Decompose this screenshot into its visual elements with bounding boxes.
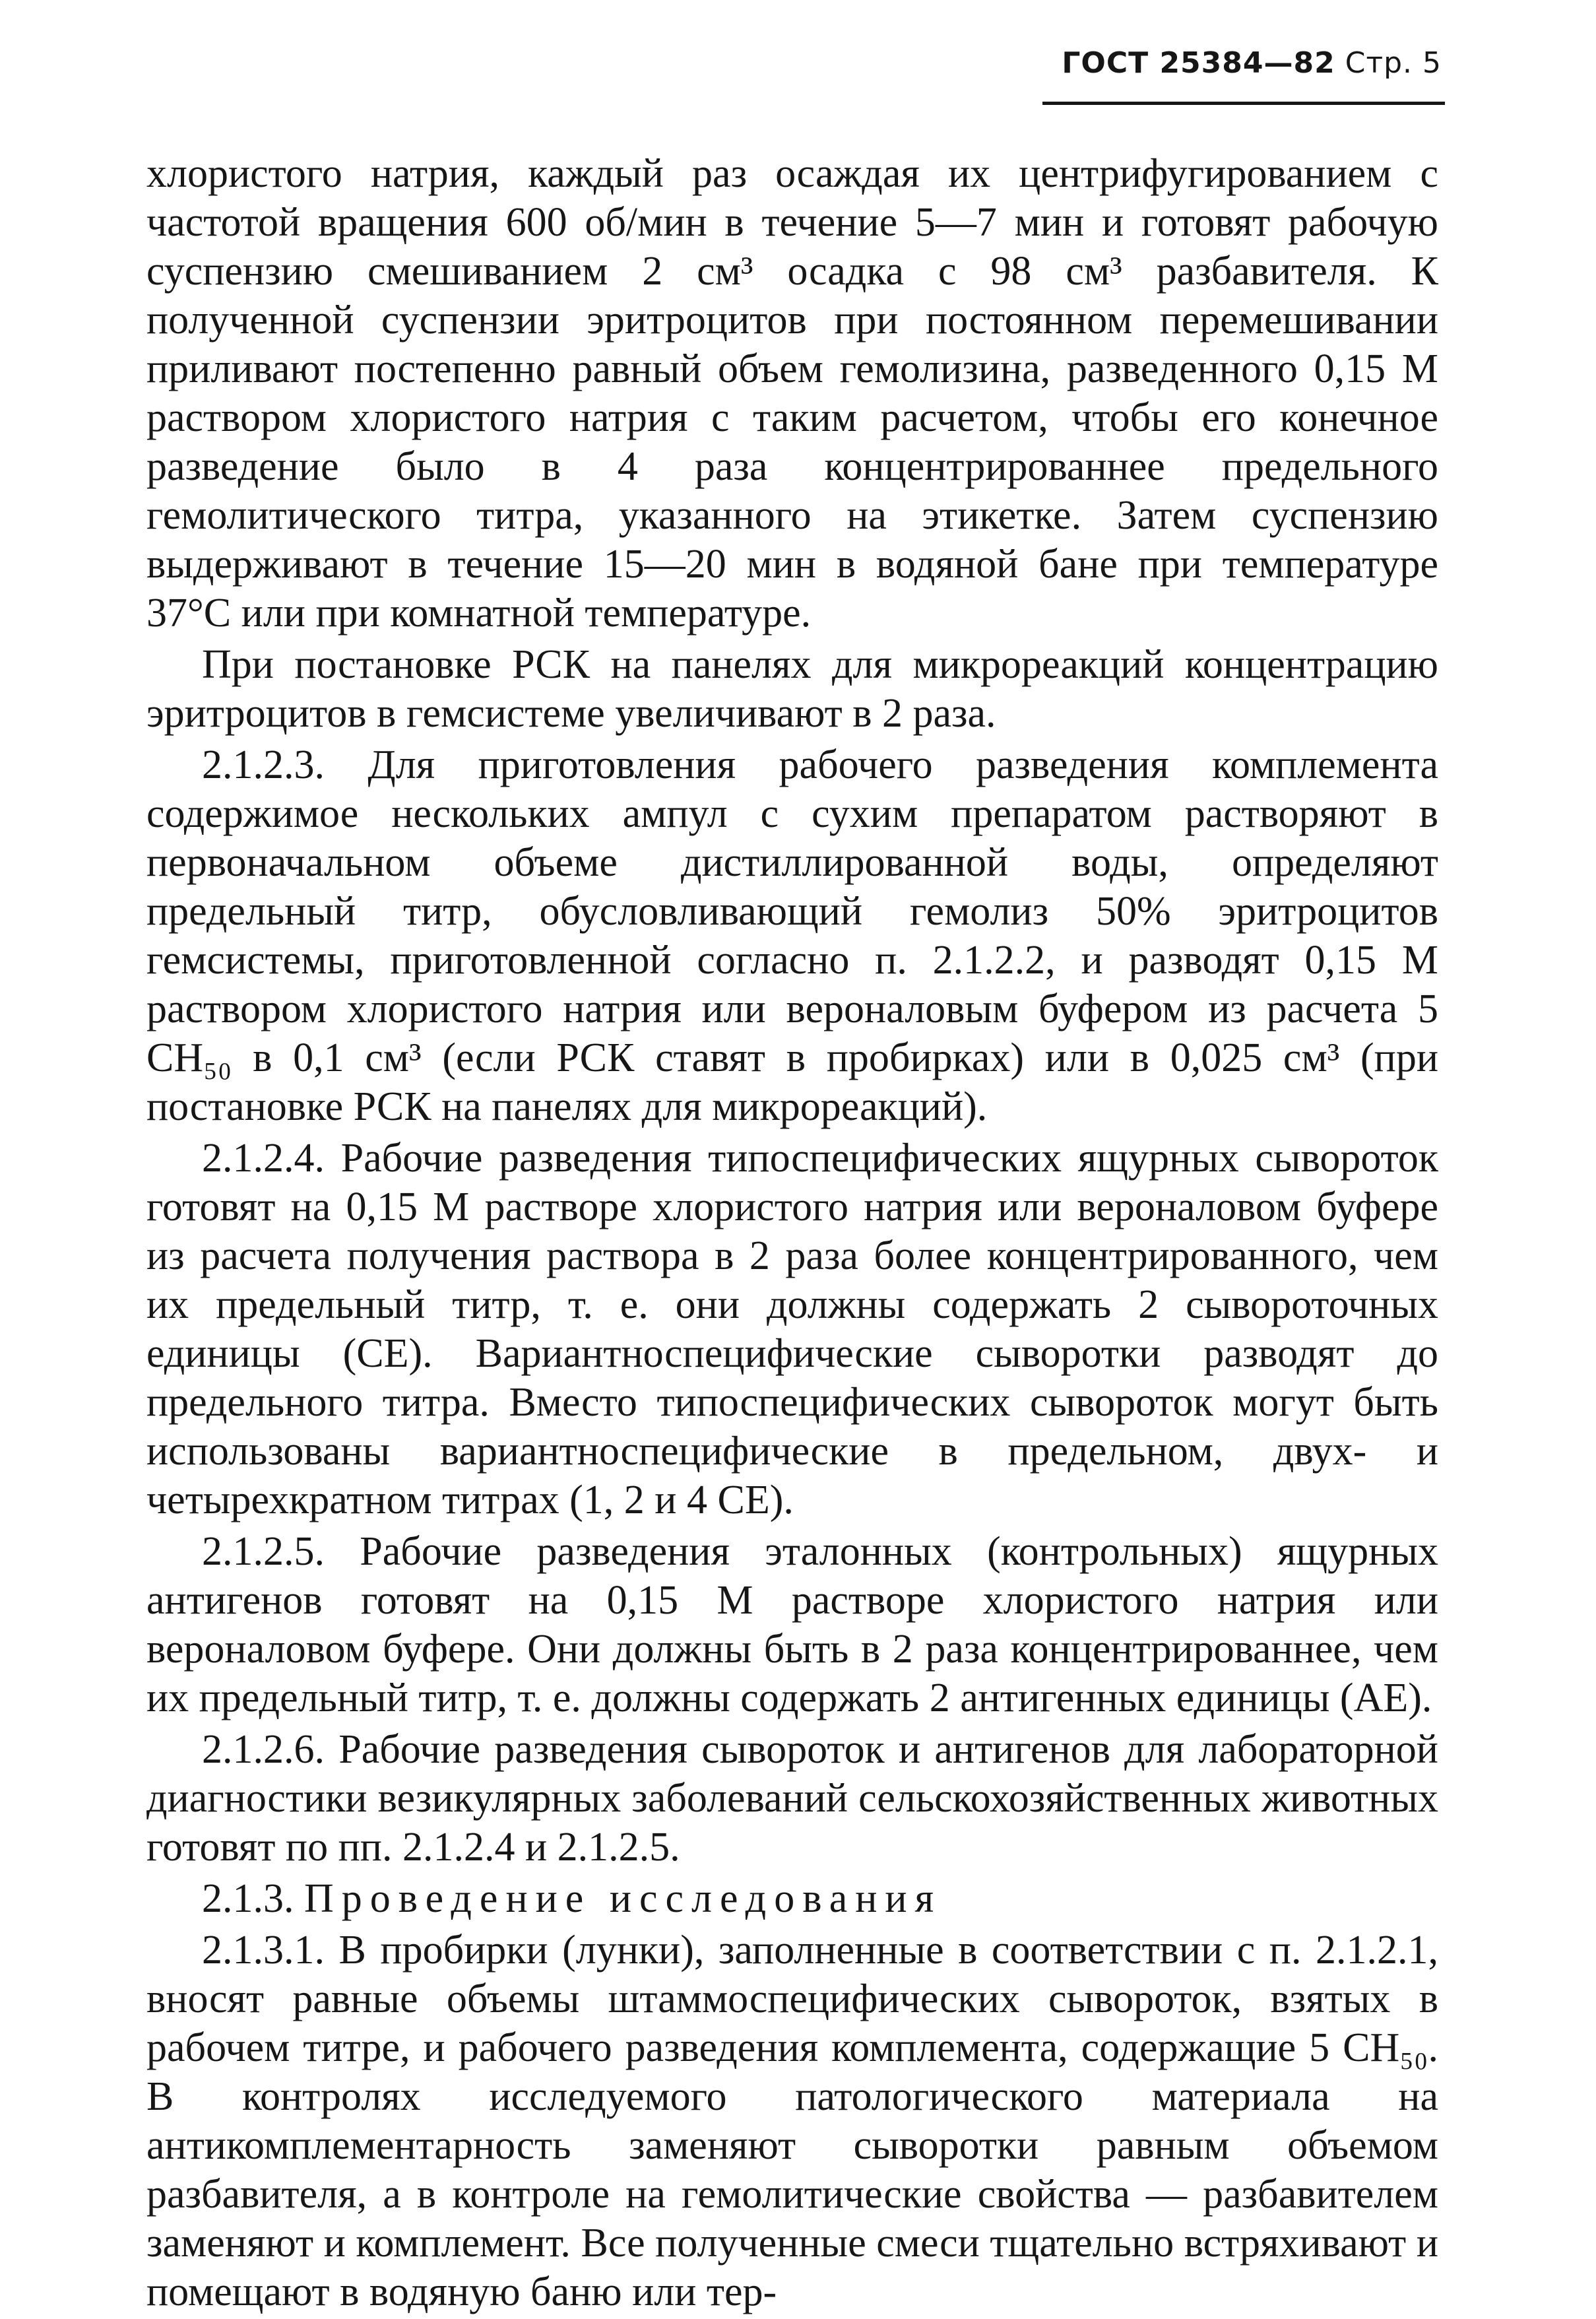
body-text xyxy=(146,149,1438,2319)
paragraph-2-1-2-3: 2.1.2.3. Для приготовления рабочего разведения комплемента содержимое нескольких ампул с сухим препаратом растворяют в первоначальном объеме дистиллированной воды, определяют предельный титр, обусловливающий гемолиз 50% эритроцитов гемсистемы, приготовленной согласно п. 2.1.2.2, и разводят 0,15 М раствором хлористого натрия или вероналовым буфером из расчета 5 СН₅₀ в 0,1 см³ (если РСК ставят в пробирках) или в 0,025 см³ (при постановке РСК на панелях для микрореакций). xyxy=(146,742,1438,1129)
page-number: Стр. 5 xyxy=(1345,46,1442,80)
paragraph-2-1-3-1: 2.1.3.1. В пробирки (лунки), заполненные в соответствии с п. 2.1.2.1, вносят равные объемы штаммоспецифических сывороток, взятых в рабочем титре, и рабочего разведения комплемента, содержащие 5 СН₅₀. В контролях исследуемого патологического материала на антикомплементарность заменяют сыворотки равным объемом разбавителя, а в контроле на гемолитические свойства — разбавителем заменяют и комплемент. Все полученные смеси тщательно встряхивают и помещают в водяную баню или тер- xyxy=(146,1928,1438,2314)
paragraph-2-1-2-5: 2.1.2.5. Рабочие разведения эталонных (контрольных) ящурных антигенов готовят на 0,15 М растворе хлористого натрия или вероналовом буфере. Они должны быть в 2 раза концентрированнее, чем их предельный титр, т. е. должны содержать 2 антигенных единицы (АЕ). xyxy=(146,1529,1438,1720)
section-number: 2.1.3. xyxy=(202,1876,294,1921)
page-header xyxy=(1062,46,1442,80)
paragraph-2-1-2-6: 2.1.2.6. Рабочие разведения сывороток и антигенов для лабораторной диагностики везикулярных заболеваний сельскохозяйственных животных готовят по пп. 2.1.2.4 и 2.1.2.5. xyxy=(146,1727,1438,1870)
header-rule xyxy=(1042,102,1445,105)
standard-number: ГОСТ 25384—82 xyxy=(1062,46,1335,80)
paragraph-2-1-2-4: 2.1.2.4. Рабочие разведения типоспецифических ящурных сывороток готовят на 0,15 М растворе хлористого натрия или вероналовом буфере из расчета получения раствора в 2 раза более концентрированного, чем их предельный титр, т. е. они должны содержать 2 сывороточных единицы (СЕ). Вариантноспецифические сыворотки разводят до предельного титра. Вместо типоспецифических сывороток могут быть использованы вариантноспецифические в предельном, двух- и четырехкратном титрах (1, 2 и 4 СЕ). xyxy=(146,1136,1438,1522)
section-title: Проведение исследования xyxy=(304,1876,942,1921)
paragraph-continuation: хлористого натрия, каждый раз осаждая их центрифугированием с частотой вращения 600 об/мин в течение 5—7 мин и готовят рабочую суспензию смешиванием 2 см³ осадка с 98 см³ разбавителя. К полученной суспензии эритроцитов при постоянном перемешивании приливают постепенно равный объем гемолизина, разведенного 0,15 М раствором хлористого натрия с таким расчетом, чтобы его конечное разведение было в 4 раза концентрированнее предельного гемолитического титра, указанного на этикетке. Затем суспензию выдерживают в течение 15—20 мин в водяной бане при температуре 37°С или при комнатной температуре. xyxy=(146,151,1438,636)
paragraph-microreaction-note: При постановке РСК на панелях для микрореакций концентрацию эритроцитов в гемсистеме увеличивают в 2 раза. xyxy=(146,642,1438,736)
section-heading xyxy=(146,1874,1438,1923)
